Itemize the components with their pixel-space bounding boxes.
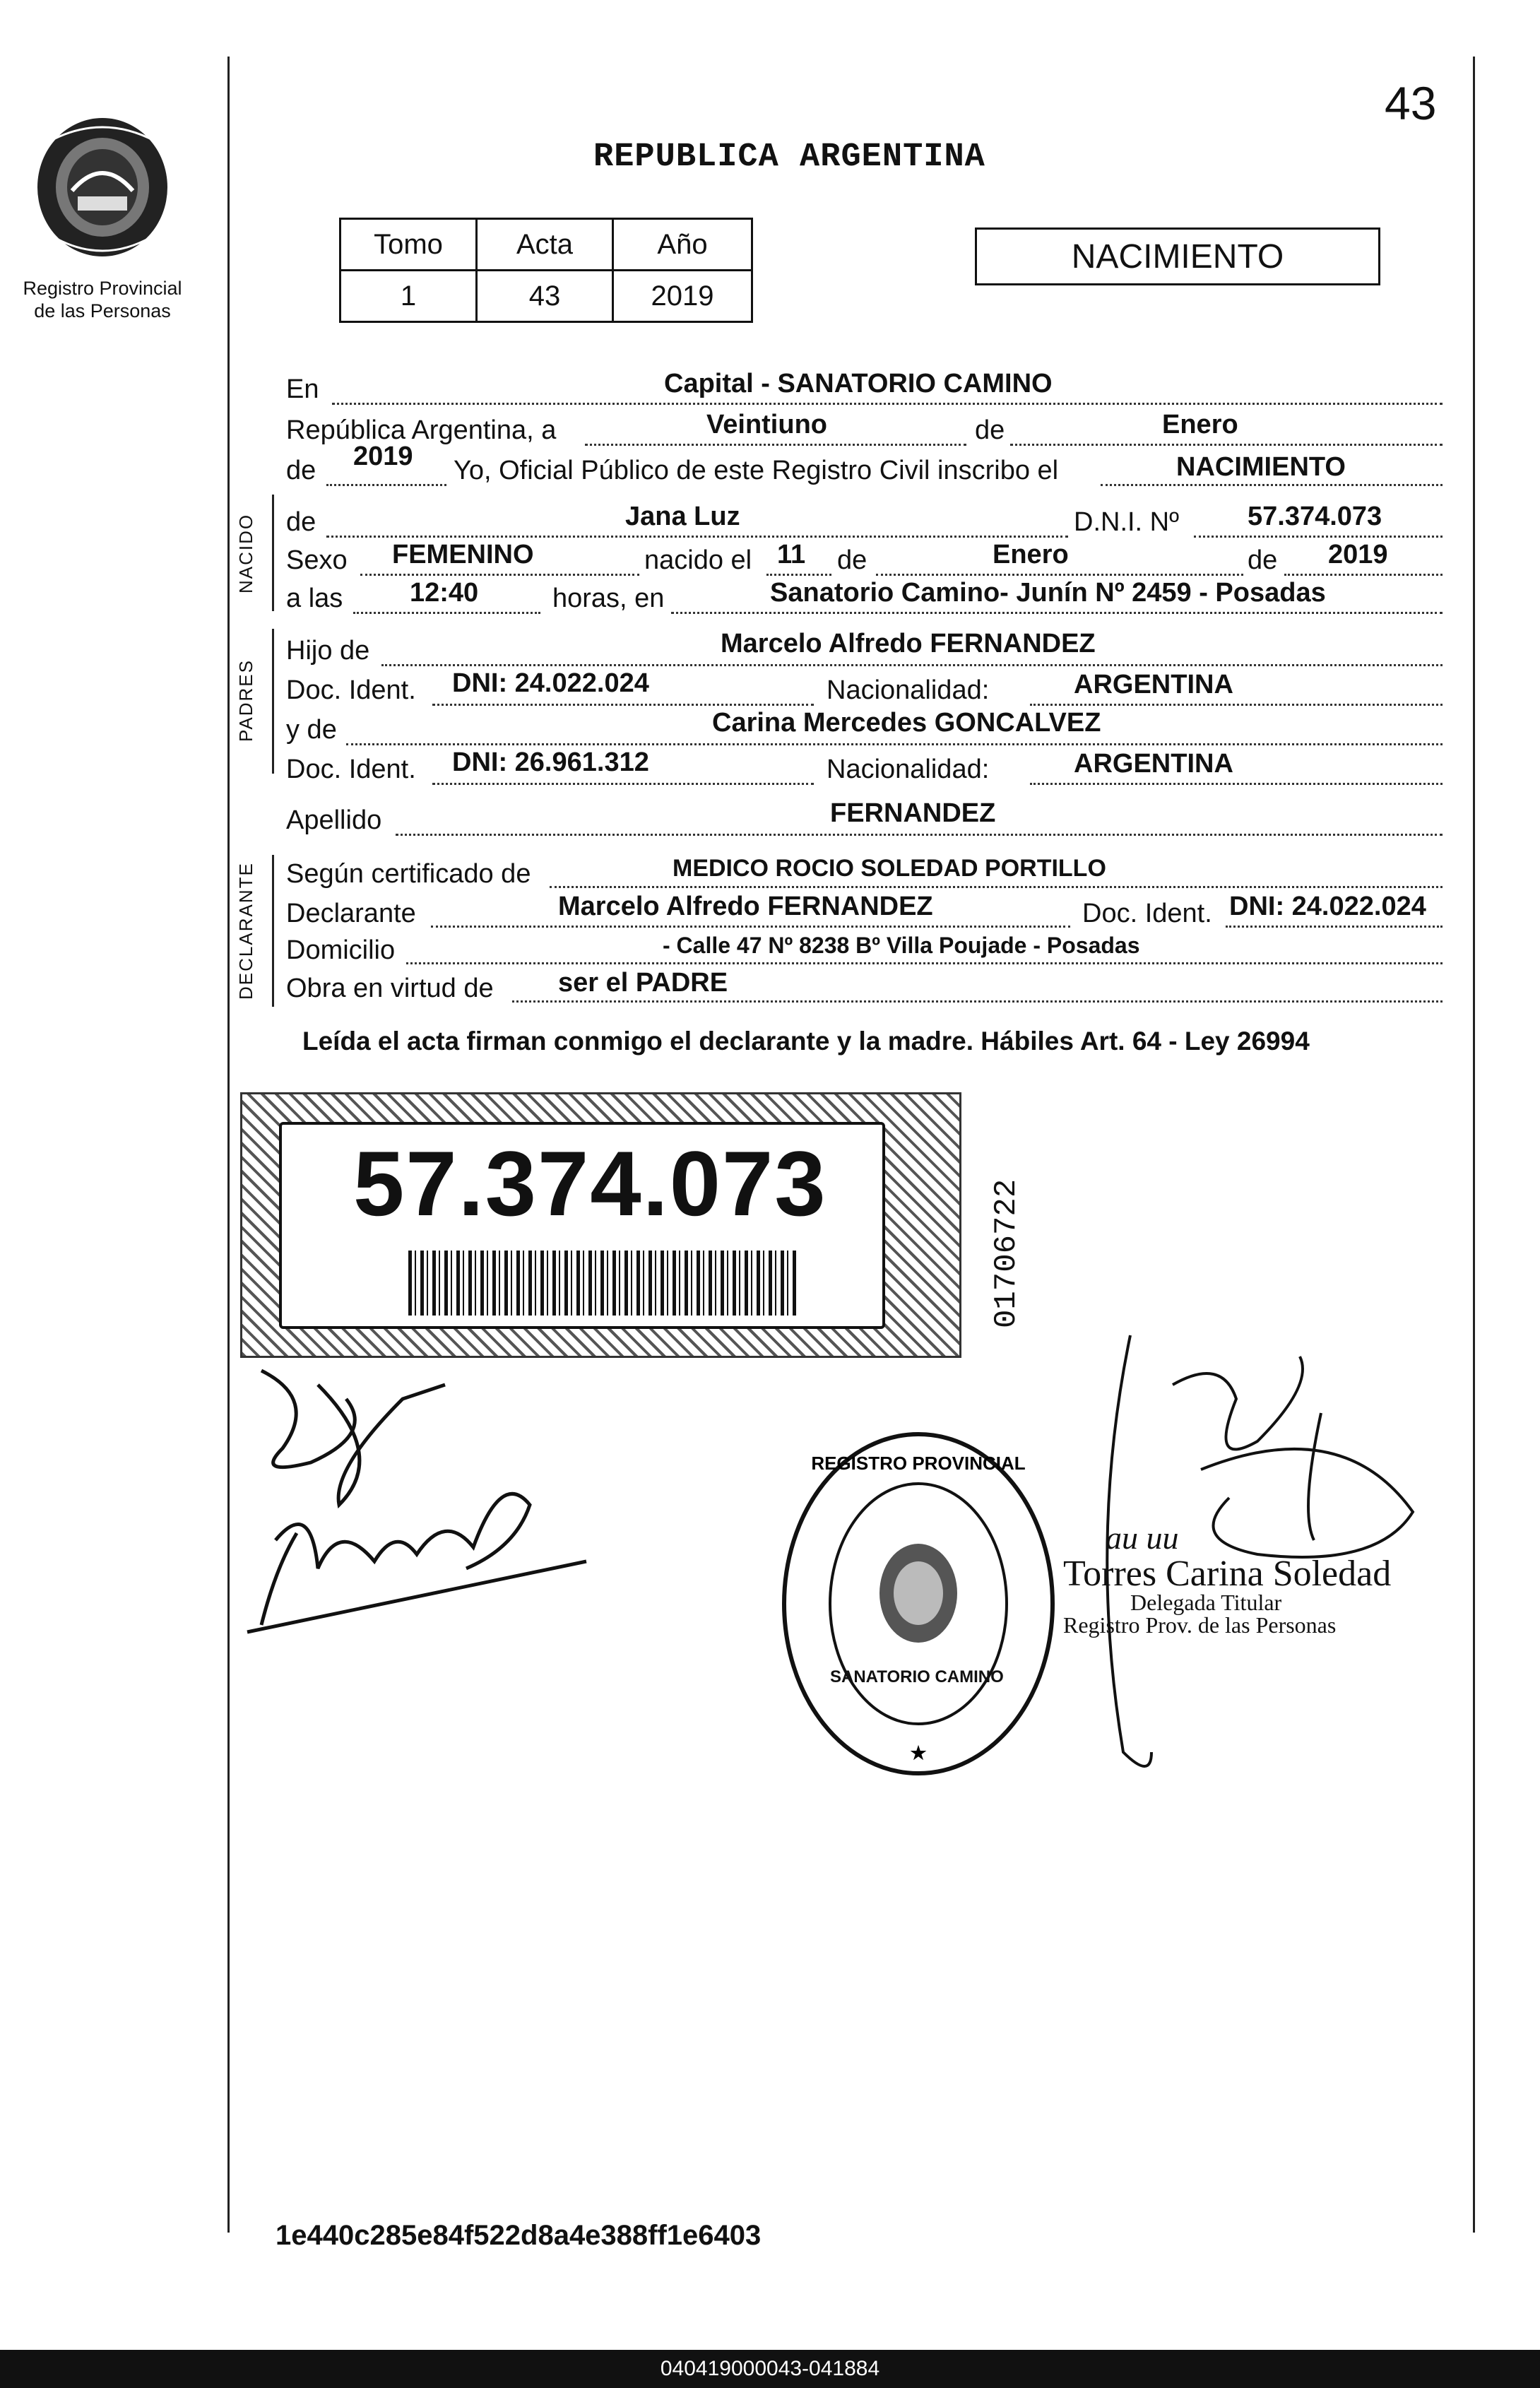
label-de-5: de (1248, 545, 1278, 575)
sticker-serial: 01706722 (989, 1178, 1024, 1328)
field-anio: 2019 (353, 442, 413, 471)
label-nacido-el: nacido el (644, 545, 752, 575)
label-declarante: Declarante (286, 899, 416, 928)
sticker-barcode (408, 1251, 797, 1316)
label-domicilio: Domicilio (286, 935, 396, 965)
field-domicilio: - Calle 47 Nº 8238 Bº Villa Poujade - Posadas (663, 933, 1140, 958)
label-segun: Según certificado de (286, 859, 531, 889)
logo-caption-line-1: Registro Provincial (23, 278, 182, 299)
label-de-4: de (837, 545, 867, 575)
signature-left (233, 1356, 600, 1653)
value-anio: 2019 (613, 271, 752, 322)
document-hash: 1e440c285e84f522d8a4e388ff1e6403 (276, 2220, 762, 2251)
field-madre-doc: DNI: 26.961.312 (452, 747, 649, 777)
field-apellido: FERNANDEZ (830, 798, 996, 828)
reference-table (339, 218, 753, 323)
label-hijo-de: Hijo de (286, 636, 370, 666)
field-padre-doc: DNI: 24.022.024 (452, 668, 649, 698)
label-republica: República Argentina, a (286, 415, 557, 445)
label-yo: Yo, Oficial Público de este Registro Civil inscribo el (454, 456, 1059, 485)
label-a-las: a las (286, 584, 343, 613)
field-madre-nac: ARGENTINA (1074, 749, 1233, 779)
header-tomo: Tomo (340, 219, 477, 271)
section-declarante: DECLARANTE (235, 862, 256, 1000)
label-en: En (286, 374, 319, 404)
left-margin-line (227, 57, 230, 2233)
field-padre: Marcelo Alfredo FERNANDEZ (721, 629, 1096, 658)
field-hora: 12:40 (410, 578, 479, 608)
declarante-bracket (272, 855, 274, 1007)
field-nombre: Jana Luz (625, 502, 740, 531)
province-logo (28, 113, 177, 261)
label-doc-ident-2: Doc. Ident. (286, 755, 416, 784)
label-apellido: Apellido (286, 805, 382, 835)
field-declarante-doc: DNI: 24.022.024 (1229, 892, 1426, 921)
footer-code: 040419000043-041884 (0, 2350, 1540, 2388)
field-dia-letras: Veintiuno (706, 410, 827, 439)
padres-bracket (272, 629, 274, 774)
section-padres: PADRES (235, 659, 256, 742)
signatory-org: Registro Prov. de las Personas (1063, 1612, 1337, 1638)
field-sexo: FEMENINO (392, 540, 534, 569)
svg-text:★: ★ (910, 1742, 927, 1763)
label-de-1: de (975, 415, 1005, 445)
sticker-number: 57.374.073 (353, 1132, 827, 1235)
closing-note: Leída el acta firman conmigo el declarante y la madre. Hábiles Art. 64 - Ley 26994 (302, 1027, 1310, 1056)
label-horas-en: horas, en (552, 584, 665, 613)
right-margin-line (1473, 57, 1475, 2233)
label-doc-ident-1: Doc. Ident. (286, 675, 416, 705)
field-certificado: MEDICO ROCIO SOLEDAD PORTILLO (673, 855, 1106, 882)
label-dni: D.N.I. Nº (1074, 507, 1179, 537)
label-doc-ident-3: Doc. Ident. (1082, 899, 1212, 928)
section-nacido: NACIDO (235, 513, 256, 593)
document-type-box: NACIMIENTO (975, 227, 1380, 285)
field-madre: Carina Mercedes GONCALVEZ (712, 708, 1101, 738)
value-acta: 43 (477, 271, 613, 322)
field-mes-nac: Enero (993, 540, 1069, 569)
signature-initials: au uu (1106, 1520, 1179, 1556)
header-anio: Año (613, 219, 752, 271)
document-title: REPUBLICA ARGENTINA (593, 138, 985, 176)
field-padre-nac: ARGENTINA (1074, 670, 1233, 699)
label-nacionalidad-1: Nacionalidad: (827, 675, 990, 705)
field-tipo: NACIMIENTO (1176, 452, 1346, 482)
logo-caption-line-2: de las Personas (34, 300, 171, 321)
official-seal (777, 1427, 1060, 1780)
label-sexo: Sexo (286, 545, 348, 575)
field-mes: Enero (1162, 410, 1238, 439)
signatory-name: Torres Carina Soledad (1063, 1554, 1392, 1594)
label-de-3: de (286, 507, 316, 537)
field-dia-nac: 11 (777, 540, 806, 569)
field-anio-nac: 2019 (1328, 540, 1388, 569)
signatory-role: Delegada Titular (1130, 1590, 1282, 1615)
seal-inner-text: SANATORIO CAMINO (830, 1667, 1004, 1686)
label-nacionalidad-2: Nacionalidad: (827, 755, 990, 784)
field-declarante: Marcelo Alfredo FERNANDEZ (558, 892, 933, 921)
value-tomo: 1 (340, 271, 477, 322)
label-obra: Obra en virtud de (286, 974, 494, 1003)
page-number: 43 (1385, 77, 1437, 129)
nacido-bracket (272, 495, 274, 611)
field-obra: ser el PADRE (558, 968, 728, 998)
field-lugar-nac: Sanatorio Camino- Junín Nº 2459 - Posadas (770, 578, 1326, 608)
field-dni: 57.374.073 (1248, 502, 1382, 531)
svg-text:REGISTRO PROVINCIAL: REGISTRO PROVINCIAL (811, 1453, 1026, 1474)
label-y-de: y de (286, 715, 337, 745)
header-acta: Acta (477, 219, 613, 271)
logo-caption (14, 277, 191, 322)
label-de-2: de (286, 456, 316, 485)
field-lugar: Capital - SANATORIO CAMINO (664, 369, 1053, 398)
